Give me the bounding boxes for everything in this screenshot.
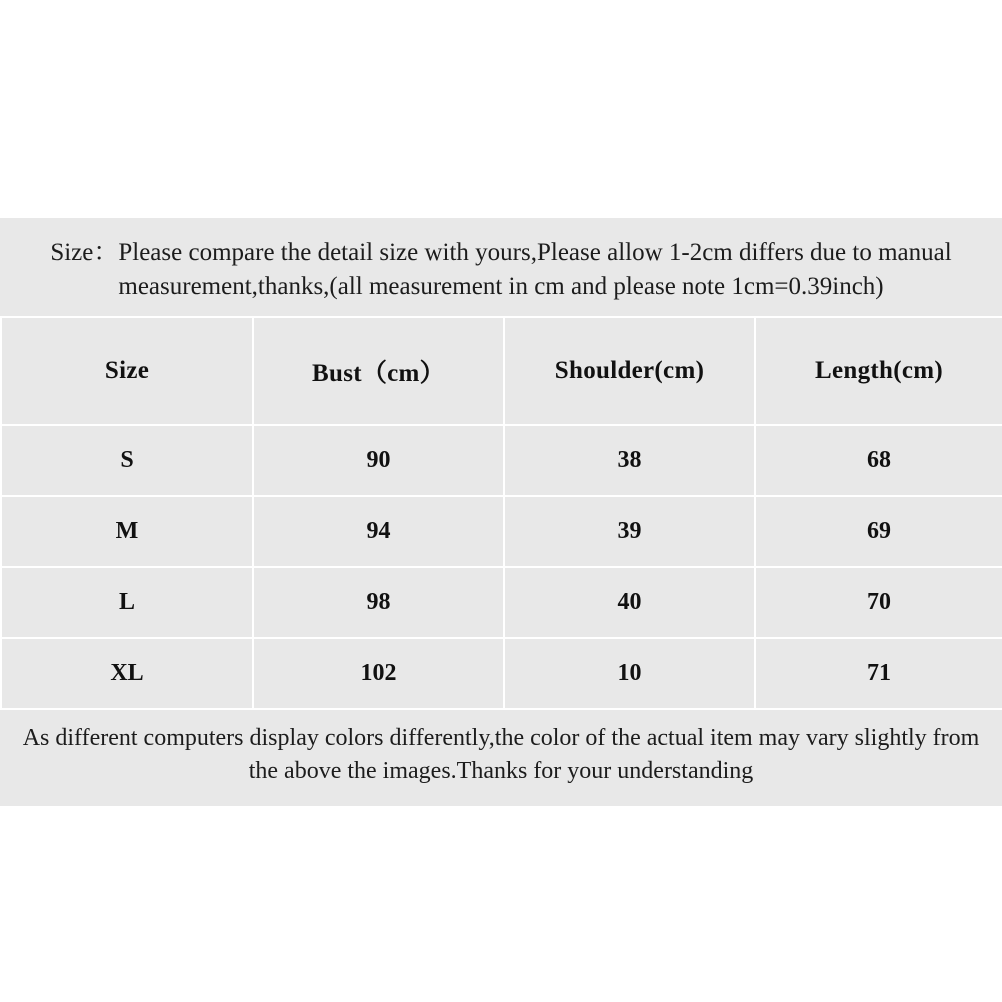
column-header-shoulder: Shoulder(cm) — [504, 317, 755, 425]
size-table — [0, 316, 1002, 710]
bottom-note — [0, 710, 1002, 806]
top-note-label: Size： — [50, 239, 119, 266]
bottom-note-line-1: As different computers display colors differently,the color of the actual item may vary slightly from — [22, 724, 980, 751]
top-note — [0, 218, 1002, 316]
cell-bust: 90 — [253, 425, 504, 496]
cell-shoulder: 38 — [504, 425, 755, 496]
table-header-row — [1, 317, 1002, 425]
bottom-note-line-2: the above the images.Thanks for your understanding — [248, 757, 754, 784]
cell-size: XL — [1, 638, 253, 709]
column-header-size: Size — [1, 317, 253, 425]
cell-size: M — [1, 496, 253, 567]
cell-bust: 98 — [253, 567, 504, 638]
column-header-length: Length(cm) — [755, 317, 1002, 425]
size-chart-panel — [0, 218, 1002, 806]
cell-length: 71 — [755, 638, 1002, 709]
cell-shoulder: 39 — [504, 496, 755, 567]
table-row — [1, 567, 1002, 638]
table-row — [1, 425, 1002, 496]
cell-length: 68 — [755, 425, 1002, 496]
cell-bust: 94 — [253, 496, 504, 567]
cell-bust: 102 — [253, 638, 504, 709]
cell-length: 70 — [755, 567, 1002, 638]
column-header-bust: Bust（cm） — [253, 317, 504, 425]
cell-shoulder: 40 — [504, 567, 755, 638]
cell-shoulder: 10 — [504, 638, 755, 709]
top-note-line-2: measurement,thanks,(all measurement in cm and please note 1cm=0.39inch) — [118, 272, 884, 300]
cell-length: 69 — [755, 496, 1002, 567]
cell-size: L — [1, 567, 253, 638]
table-row — [1, 638, 1002, 709]
top-note-line-1: Please compare the detail size with yours,Please allow 1-2cm differs due to manual — [118, 239, 952, 266]
table-row — [1, 496, 1002, 567]
cell-size: S — [1, 425, 253, 496]
